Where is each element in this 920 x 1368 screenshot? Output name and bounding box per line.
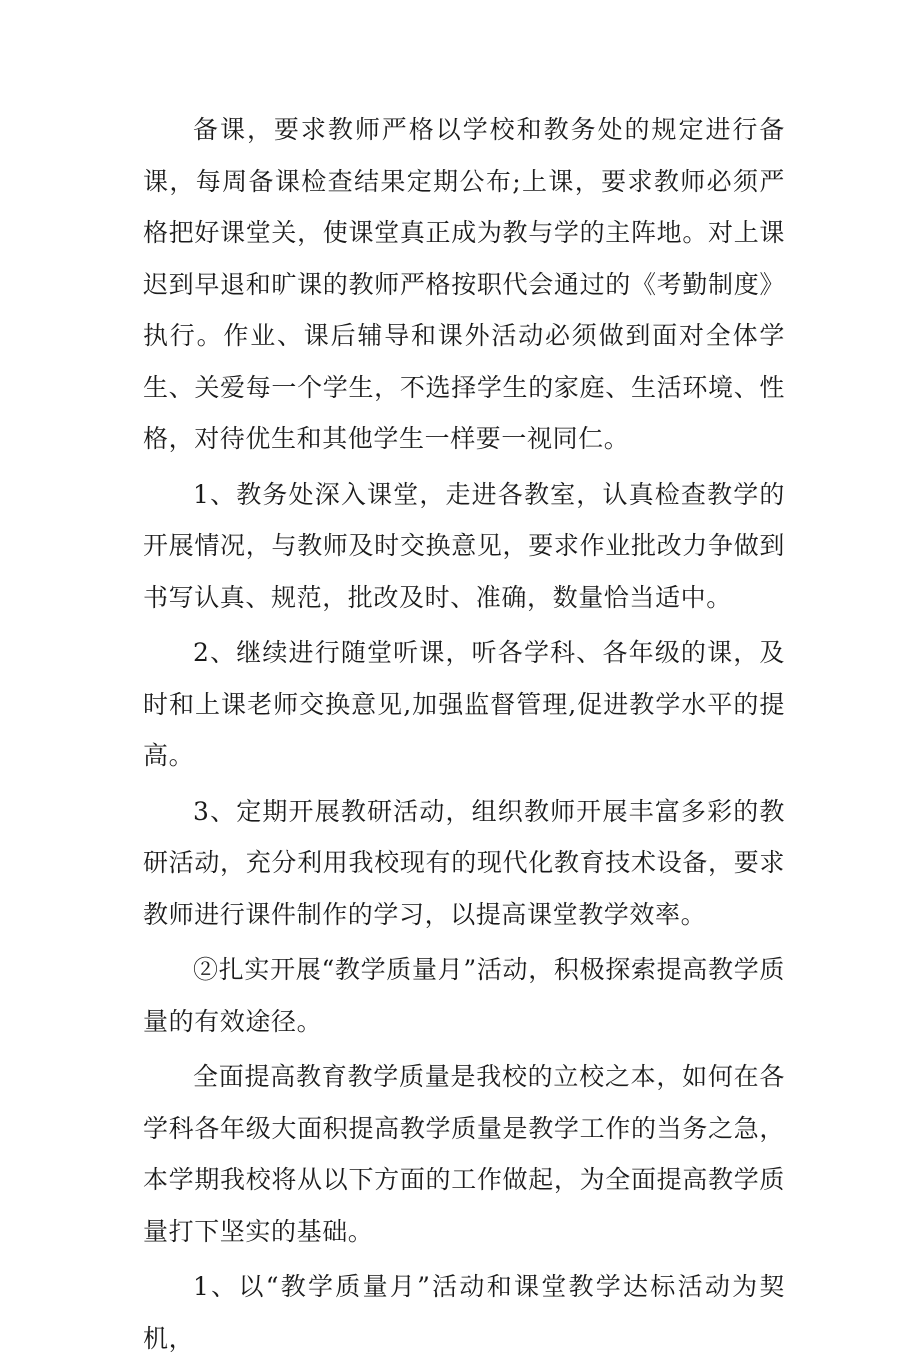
- paragraph-item-3-teaching-research: 3、定期开展教研活动，组织教师开展丰富多彩的教研活动，充分利用我校现有的现代化教育技术设备，要求教师进行课件制作的学习，以提高课堂教学效率。: [143, 796, 785, 929]
- document-page: [143, 104, 785, 1368]
- paragraph-quality-month: ②扎实开展“教学质量月”活动，积极探索提高教学质量的有效途径。: [143, 955, 785, 1036]
- paragraph-item-2-class-observation: 2、继续进行随堂听课，听各学科、各年级的课，及时和上课老师交换意见,加强监督管理,促进教学水平的提高。: [143, 638, 785, 770]
- paragraph-quality-improvement: 全面提高教育教学质量是我校的立校之本，如何在各学科各年级大面积提高教学质量是教学工作的当务之急，本学期我校将从以下方面的工作做起，为全面提高教学质量打下坚实的基础。: [143, 1062, 785, 1246]
- paragraph-item-1-classroom-inspection: 1、教务处深入课堂，走进各教室，认真检查教学的开展情况，与教师及时交换意见，要求作业批改力争做到书写认真、规范，批改及时、准确，数量恰当适中。: [143, 479, 785, 612]
- paragraph-lesson-prep: 备课，要求教师严格以学校和教务处的规定进行备课，每周备课检查结果定期公布;上课，要求教师必须严格把好课堂关，使课堂真正成为教与学的主阵地。对上课迟到早退和旷课的教师严格按职代会通过的《考勤制度》执行。作业、课后辅导和课外活动必须做到面对全体学生、关爱每一个学生，不选择学生的家庭、生活环境、性格，对待优生和其他学生一样要一视同仁。: [143, 115, 785, 453]
- paragraph-item-1-quality-month-activity: 1、以“教学质量月”活动和课堂教学达标活动为契机，: [143, 1272, 785, 1353]
